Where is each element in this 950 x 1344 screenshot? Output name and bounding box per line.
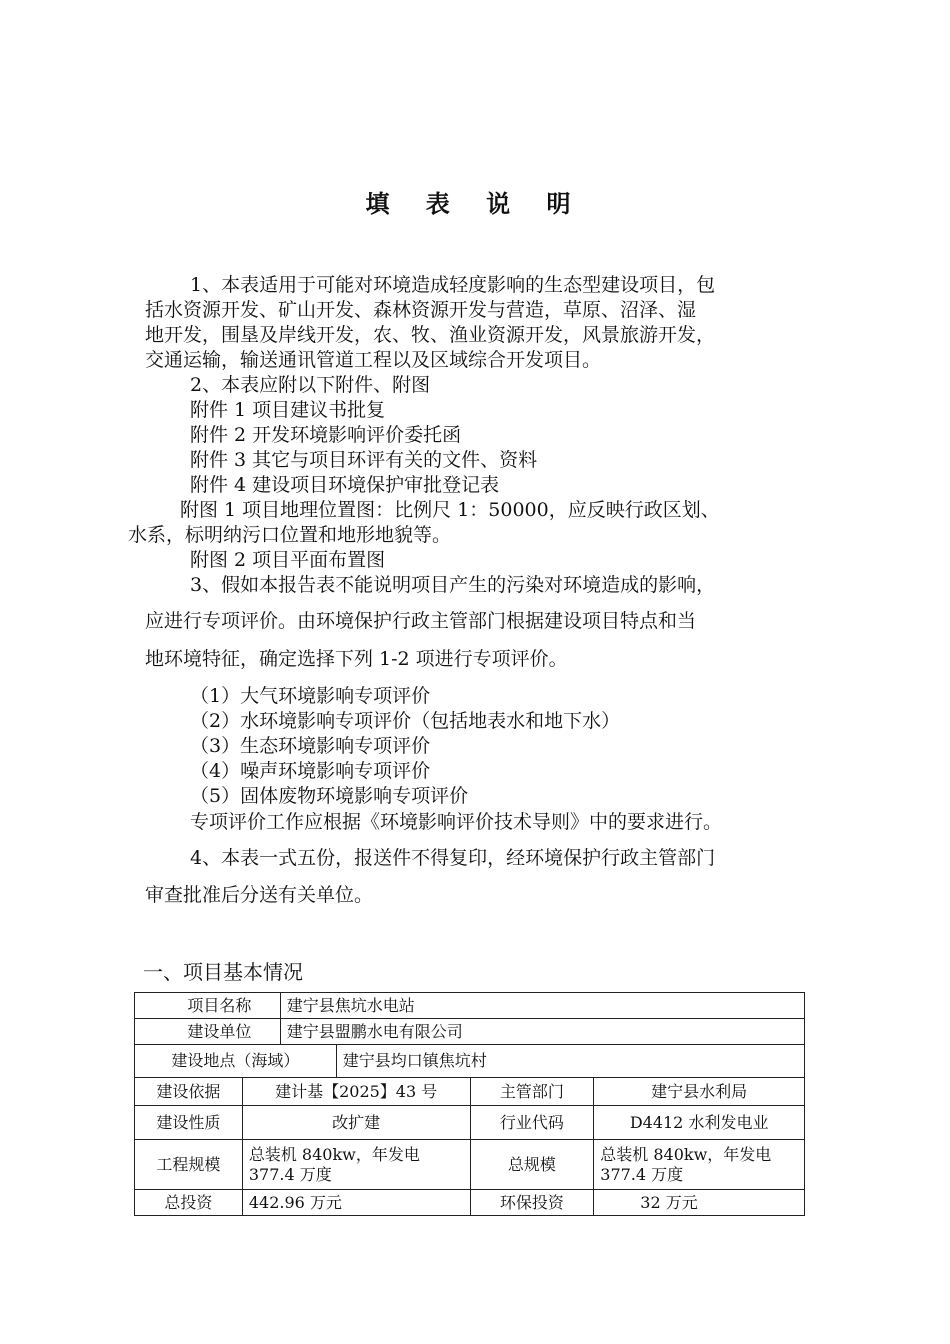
project-name-label: 项目名称: [135, 993, 281, 1019]
text-line: 应进行专项评价。由环境保护行政主管部门根据建设项目特点和当: [145, 610, 697, 632]
table-row: [135, 993, 805, 1019]
text-line: （3）生态环境影响专项评价: [190, 735, 431, 757]
industry-value: D4412 水利发电业: [594, 1106, 805, 1140]
location-value: 建宁县均口镇焦坑村: [336, 1045, 804, 1078]
text-line: 附件 1 项目建议书批复: [190, 399, 386, 421]
text-line: 审查批准后分送有关单位。: [145, 884, 374, 906]
text-line: 2、本表应附以下附件、附图: [190, 374, 431, 396]
unit-label: 建设单位: [135, 1019, 281, 1045]
table-row: [135, 1045, 805, 1078]
text-line: 专项评价工作应根据《环境影响评价技术导则》中的要求进行。: [190, 811, 723, 833]
total-scale-line: 377.4 万度: [600, 1164, 684, 1184]
text-line: 括水资源开发、矿山开发、森林资源开发与营造，草原、沼泽、湿: [145, 299, 697, 321]
text-line: 附件 2 开发环境影响评价委托函: [190, 424, 462, 446]
project-info-table: [134, 992, 805, 1216]
table-row: [135, 1190, 805, 1216]
text-line: 附图 2 项目平面布置图: [190, 549, 386, 571]
section-title: 一、项目基本情况: [143, 960, 303, 984]
industry-label: 行业代码: [470, 1106, 594, 1140]
text-line: 1、本表适用于可能对环境造成轻度影响的生态型建设项目，包: [190, 274, 716, 296]
text-line: 附件 3 其它与项目环评有关的文件、资料: [190, 449, 538, 471]
text-line: （1）大气环境影响专项评价: [190, 685, 431, 707]
basis-label: 建设依据: [135, 1078, 243, 1106]
text-line: 附件 4 建设项目环境保护审批登记表: [190, 474, 500, 496]
location-label: 建设地点（海域）: [135, 1045, 337, 1078]
unit-value: 建宁县盟鹏水电有限公司: [280, 1019, 804, 1045]
text-line: 附图 1 项目地理位置图：比例尺 1：50000，应反映行政区划、: [180, 499, 720, 521]
text-line: 水系，标明纳污口位置和地形地貌等。: [128, 524, 452, 546]
total-scale-line: 总装机 840kw，年发电: [600, 1144, 772, 1164]
dept-value: 建宁县水利局: [594, 1078, 805, 1106]
text-line: 地开发，围垦及岸线开发，农、牧、渔业资源开发，风景旅游开发，: [145, 324, 716, 346]
investment-value: 442.96 万元: [242, 1190, 470, 1216]
text-line: 3、假如本报告表不能说明项目产生的污染对环境造成的影响，: [190, 574, 716, 596]
table-row: [135, 1019, 805, 1045]
scale-label: 工程规模: [135, 1140, 243, 1190]
scale-value: [242, 1140, 470, 1190]
project-name-value: 建宁县焦坑水电站: [280, 993, 804, 1019]
text-line: （5）固体废物环境影响专项评价: [190, 785, 469, 807]
page-title: 填 表 说 明: [365, 189, 585, 218]
table-row: [135, 1140, 805, 1190]
text-line: 交通运输，输送通讯管道工程以及区域综合开发项目。: [145, 349, 602, 371]
text-line: 4、本表一式五份，报送件不得复印，经环境保护行政主管部门: [190, 847, 716, 869]
nature-value: 改扩建: [242, 1106, 470, 1140]
basis-value: 建计基【2025】43 号: [242, 1078, 470, 1106]
investment-label: 总投资: [135, 1190, 243, 1216]
scale-line: 377.4 万度: [248, 1164, 332, 1184]
text-line: （2）水环境影响专项评价（包括地表水和地下水）: [190, 710, 621, 732]
text-line: （4）噪声环境影响专项评价: [190, 760, 431, 782]
table-row: [135, 1078, 805, 1106]
text-line: 地环境特征，确定选择下列 1-2 项进行专项评价。: [145, 648, 568, 670]
table-row: [135, 1106, 805, 1140]
env-investment-value: 32 万元: [594, 1190, 805, 1216]
env-investment-label: 环保投资: [470, 1190, 594, 1216]
total-scale-label: 总规模: [470, 1140, 594, 1190]
total-scale-value: [594, 1140, 805, 1190]
nature-label: 建设性质: [135, 1106, 243, 1140]
dept-label: 主管部门: [470, 1078, 594, 1106]
scale-line: 总装机 840kw，年发电: [248, 1144, 420, 1164]
